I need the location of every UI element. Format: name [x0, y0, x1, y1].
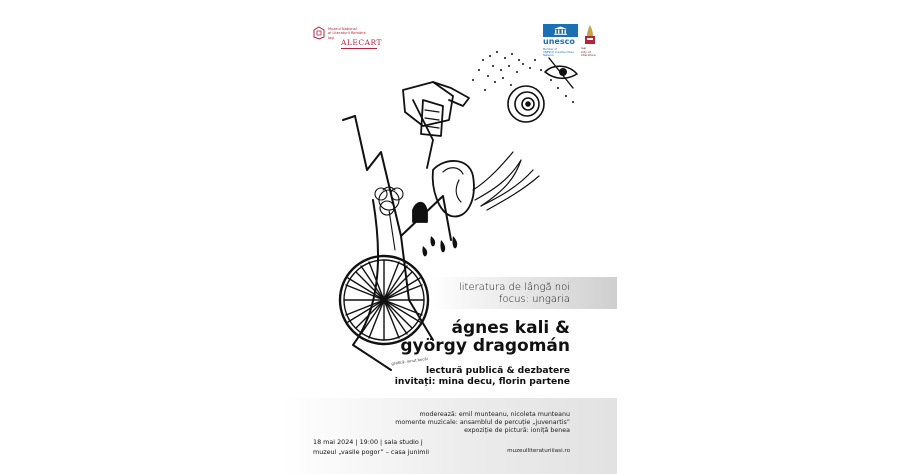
city-line-3: Literature: [581, 53, 596, 57]
event-date-time-venue: 18 mai 2024 | 19:00 | sala studio j: [313, 438, 423, 446]
author-2: györgy dragomán: [400, 336, 570, 356]
temple-icon: [553, 26, 568, 35]
museum-name-line-3: Iași: [328, 35, 335, 40]
unesco-emblem: [543, 24, 578, 37]
series-focus: focus: ungaria: [498, 294, 570, 305]
ink-drips: [422, 236, 457, 256]
exhibition-credit: expoziție de pictură: ioniță benea: [464, 427, 570, 434]
unesco-wordmark: unesco: [543, 37, 575, 46]
event-location: muzeul „vasile pogor” – casa junimii: [313, 448, 430, 456]
spoked-wheel: [340, 256, 428, 344]
city-line-1: Iași: [581, 46, 587, 50]
figure-head: [403, 82, 469, 168]
alecart-logo: ALECART: [341, 38, 383, 47]
music-credit: momente muzicale: ansamblul de percuție „juvenartis”: [395, 419, 570, 426]
flowing-lines: [473, 152, 539, 210]
museum-name-line-1: Muzeul Național: [328, 27, 357, 31]
museum-logo-icon: [313, 26, 325, 40]
moderators: moderează: emil munteanu, nicoleta munteanu: [419, 411, 570, 418]
event-poster: [283, 0, 617, 474]
website-link[interactable]: muzeulliteraturiiiasi.ro: [507, 448, 570, 454]
dots-cluster: [472, 51, 574, 103]
series-title: literatura de lângă noi: [458, 282, 570, 293]
mask-face: [413, 161, 474, 222]
flower-bouquet: [375, 187, 403, 250]
author-1: ágnes kali &: [451, 318, 570, 338]
spiral-shape: [508, 86, 544, 122]
artwork-credit: grafică: ionuț bocăi: [391, 355, 429, 366]
unesco-sub-line-1: Member of: [543, 48, 557, 51]
unesco-sub-line-2: UNESCO Creative Cities Network: [543, 51, 574, 57]
city-line-2: City of: [581, 49, 591, 54]
eye-shape: [545, 58, 577, 88]
event-type: lectură publică & dezbatere: [425, 365, 570, 376]
footer-band: [283, 398, 617, 474]
museum-name-line-2: al Literaturii Române: [328, 31, 366, 36]
guests: invitați: mina decu, florin partene: [394, 376, 570, 387]
